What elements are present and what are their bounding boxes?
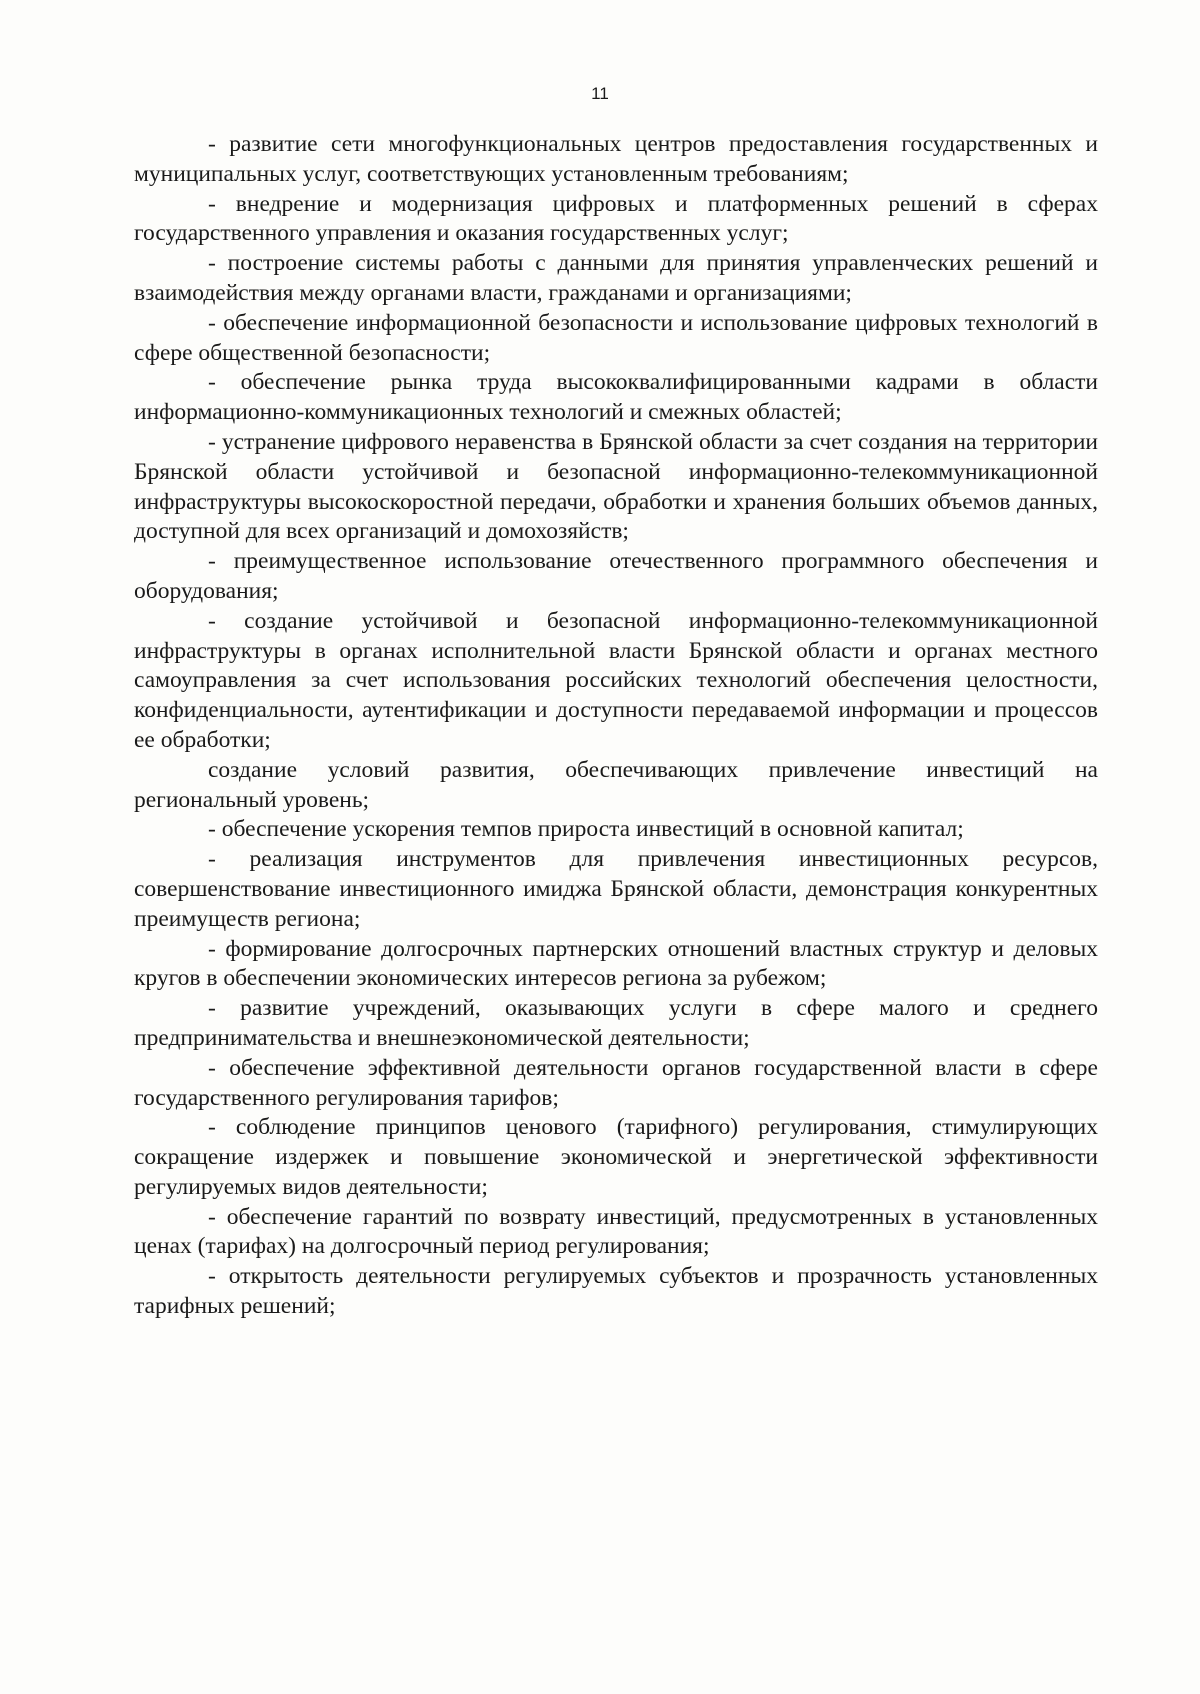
page-number: 11 xyxy=(591,84,609,103)
list-item: - обеспечение эффективной деятельности органов государственной власти в сфере государственного регулирования тарифов; xyxy=(134,1054,1098,1111)
list-item: - внедрение и модернизация цифровых и платформенных решений в сферах государственного управления и оказания государственных услуг; xyxy=(134,190,1098,247)
list-item: - открытость деятельности регулируемых субъектов и прозрачность установленных тарифных решений; xyxy=(134,1263,1098,1320)
list-item: создание условий развития, обеспечивающих привлечение инвестиций на региональный уровень; xyxy=(134,756,1098,813)
list-item: - соблюдение принципов ценового (тарифного) регулирования, стимулирующих сокращение издержек и повышение экономической и энергетической эффективности регулируемых видов деятельности; xyxy=(134,1114,1098,1200)
list-item: - реализация инструментов для привлечения инвестиционных ресурсов, совершенствование инвестиционного имиджа Брянской области, демонстрация конкурентных преимуществ региона; xyxy=(134,846,1098,932)
document-body xyxy=(134,130,1098,1322)
list-item: - развитие учреждений, оказывающих услуги в сфере малого и среднего предпринимательства и внешнеэкономической деятельности; xyxy=(134,995,1098,1051)
list-item: - обеспечение ускорения темпов прироста инвестиций в основной капитал; xyxy=(208,816,964,843)
list-item: - устранение цифрового неравенства в Брянской области за счет создания на территории Брянской области устойчивой и безопасной информационно-телекоммуникационной инфраструктуры высокоскоростной передачи, обработки и хранения больших объемов данных, доступной для всех организаций и домохозяйств; xyxy=(134,428,1098,545)
list-item: - обеспечение информационной безопасности и использование цифровых технологий в сфере общественной безопасности; xyxy=(134,309,1098,366)
list-item: - обеспечение гарантий по возврату инвестиций, предусмотренных в установленных ценах (тарифах) на долгосрочный период регулирования; xyxy=(134,1203,1098,1260)
list-item: - создание устойчивой и безопасной информационно-телекоммуникационной инфраструктуры в органах исполнительной власти Брянской области и органах местного самоуправления за счет использования российских технологий обеспечения целостности, конфиденциальности, аутентификации и доступности передаваемой информации и процессов ее обработки; xyxy=(134,607,1098,753)
list-item: - построение системы работы с данными для принятия управленческих решений и взаимодействия между органами власти, гражданами и организациями; xyxy=(134,250,1098,306)
list-item: - формирование долгосрочных партнерских отношений властных структур и деловых кругов в обеспечении экономических интересов региона за рубежом; xyxy=(134,935,1098,992)
list-item: - преимущественное использование отечественного программного обеспечения и оборудования; xyxy=(134,548,1098,604)
list-item: - обеспечение рынка труда высококвалифицированными кадрами в области информационно-коммуникационных технологий и смежных областей; xyxy=(134,369,1098,426)
list-item: - развитие сети многофункциональных центров предоставления государственных и муниципальных услуг, соответствующих установленным требованиям; xyxy=(134,131,1098,187)
